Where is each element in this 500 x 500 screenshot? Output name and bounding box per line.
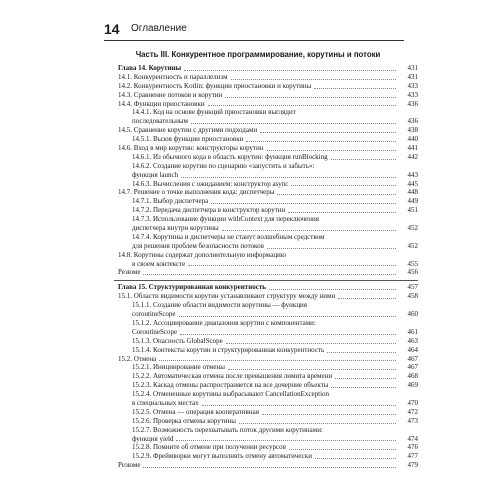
dot-leader (331, 387, 396, 388)
dot-leader (159, 360, 396, 361)
toc-chapter-entry[interactable] (118, 64, 418, 73)
toc-entry[interactable] (118, 260, 418, 269)
toc-entry[interactable] (118, 171, 418, 180)
dot-leader (180, 334, 396, 335)
toc-entry[interactable] (118, 144, 418, 153)
toc-entry-title: 14.7.1. Выбор диспетчера (132, 197, 209, 206)
toc-entry-title: 14.2. Конкурентность Kotlin: функции приостановки и корутины (118, 81, 312, 90)
dot-leader (331, 159, 396, 160)
toc-entry-title: 15.2.7. Возможность перехватывать поток другими корутинами: (132, 425, 323, 434)
toc-entry[interactable] (118, 417, 418, 426)
toc-page-number: 469 (398, 381, 418, 390)
toc-entry-title: 15.2.4. Отмененные корутины выбрасывают CancellationException (132, 390, 330, 399)
toc-page-number: 474 (398, 435, 418, 444)
toc-entry-title: 14.7. Решение о точке выполнения кода: диспетчеры (118, 188, 275, 197)
toc-entry-title: 15.2.3. Каскад отмены распространяется на все дочерние объекты (132, 381, 329, 390)
toc-page-number: 457 (398, 283, 418, 292)
toc-entry-title: 15.2.5. Отмена — операция кооперативная (132, 407, 259, 416)
toc-page-number: 438 (398, 126, 418, 135)
toc-entry[interactable] (118, 372, 418, 381)
toc-entry[interactable] (118, 381, 418, 390)
toc-page-number: 467 (398, 355, 418, 364)
toc-entry-title: 14.3. Сравнение потоков и корутин (118, 90, 223, 99)
dot-leader (222, 230, 396, 231)
toc-entry[interactable] (118, 206, 418, 215)
toc-entry[interactable] (118, 153, 418, 162)
toc-entry-title: 14.6.2. Создание корутин по сценарию «запустить и забыть»: (132, 161, 315, 170)
dot-leader (211, 203, 396, 204)
toc-entry-title: 14.4. Функции приостановки (118, 99, 205, 108)
toc-entry-title: 14.5. Сравнение корутин с другими подходами (118, 126, 258, 135)
toc-entry[interactable] (118, 224, 418, 233)
toc-page-number: 441 (398, 144, 418, 153)
toc-page-number: 442 (398, 153, 418, 162)
toc-entry-title: 14.4.1. Код на основе функций приостановки выглядит (132, 108, 296, 117)
toc-page-number: 456 (398, 268, 418, 277)
dot-leader (188, 265, 396, 266)
toc-page-number: 470 (398, 399, 418, 408)
toc-entry-title: 14.8. Корутины содержат дополнительную информацию (118, 250, 287, 259)
toc-entry[interactable] (118, 292, 418, 301)
dot-leader (327, 352, 396, 353)
toc-entry-title: 15.2.9. Фреймворки могут выполнять отмену автоматически (132, 452, 312, 461)
toc-entry[interactable] (118, 408, 418, 417)
toc-entry-title: 14.7.2. Передача диспетчера в конструктор корутин (132, 206, 286, 215)
toc-entry-title: 15.1.4. Контексты корутин и структурированная конкурентность (132, 345, 325, 354)
toc-page-number: 448 (398, 188, 418, 197)
dot-leader (143, 274, 396, 275)
page-number: 14 (104, 21, 120, 37)
dot-leader (289, 449, 396, 450)
dot-leader (226, 343, 396, 344)
toc-entry[interactable] (118, 346, 418, 355)
dot-leader (291, 185, 396, 186)
dot-leader (179, 316, 396, 317)
toc-entry-title: 14.1. Конкурентность и параллелизм (118, 72, 228, 81)
toc-entry[interactable] (118, 310, 418, 319)
toc-entry[interactable] (118, 197, 418, 206)
toc-entry-title: 14.6. Вход в мир корутин: конструкторы корутин (118, 144, 264, 153)
page-header (104, 21, 404, 37)
toc-entry-title: Глава 14. Корутины (118, 64, 182, 72)
toc-entry-title: в своем контексте (132, 259, 186, 268)
toc-entry[interactable] (118, 82, 418, 91)
toc-page-number: 445 (398, 180, 418, 189)
toc-list (118, 64, 418, 470)
toc-entry[interactable] (118, 435, 418, 444)
dot-leader (202, 405, 396, 406)
separator-line (114, 280, 418, 281)
toc-entry-title: функция launch (132, 170, 179, 179)
toc-page-number: 476 (398, 443, 418, 452)
toc-entry-title: 14.5.1. Вызов функции приостановки (132, 135, 244, 144)
dot-leader (314, 88, 396, 89)
toc-entry[interactable] (118, 268, 418, 277)
toc-page-number: 431 (398, 73, 418, 82)
toc-entry-title: 15.1.2. Ассоциирование диапазонов корутин с компонентами: (132, 318, 316, 327)
toc-entry-title: 15.2. Отмена (118, 354, 157, 363)
toc-page-number: 452 (398, 224, 418, 233)
toc-page-number: 436 (398, 100, 418, 109)
toc-entry-title: 15.2.1. Инициирование отмены (132, 363, 225, 372)
dot-leader (225, 97, 396, 98)
dot-leader (338, 298, 396, 299)
dot-leader (176, 440, 396, 441)
dot-leader (228, 369, 396, 370)
dot-leader (239, 423, 396, 424)
toc-entry[interactable] (118, 452, 418, 461)
toc-page-number: 455 (398, 260, 418, 269)
toc-entry[interactable] (118, 461, 418, 470)
toc-entry[interactable] (118, 215, 418, 224)
dot-leader (208, 105, 396, 106)
toc-page-number: 449 (398, 197, 418, 206)
toc-page-number: 460 (398, 310, 418, 319)
toc-entry[interactable] (118, 188, 418, 197)
toc-entry[interactable] (118, 100, 418, 109)
toc-page-number: 461 (398, 328, 418, 337)
toc-page-number: 463 (398, 337, 418, 346)
toc-entry-title: 15.2.2. Автоматическая отмена после превышения лимита времени (132, 372, 333, 381)
toc-entry-title: в специальных местах (132, 398, 199, 407)
toc-entry-title: Резюме (118, 268, 141, 277)
toc-entry[interactable] (118, 355, 418, 364)
toc-entry-title: последовательным (132, 117, 188, 126)
dot-leader (143, 467, 396, 468)
toc-page-number: 473 (398, 417, 418, 426)
dot-leader (267, 150, 396, 151)
toc-entry[interactable] (118, 399, 418, 408)
toc-page-number: 464 (398, 346, 418, 355)
toc-page-number: 458 (398, 292, 418, 301)
toc-page-number: 467 (398, 363, 418, 372)
toc-entry-title: 14.6.3. Вычисления с ожиданием: конструктор async (132, 179, 289, 188)
toc-page-number: 472 (398, 408, 418, 417)
toc-entry-title: функция yield (132, 434, 174, 443)
toc-entry[interactable] (118, 328, 418, 337)
dot-leader (191, 123, 396, 124)
toc-entry-title: для решения проблем безопасности потоков (132, 241, 264, 250)
dot-leader (315, 458, 396, 459)
section-title: Оглавление (131, 23, 187, 34)
header-rule (104, 40, 404, 41)
toc-page-number: 477 (398, 452, 418, 461)
dot-leader (335, 378, 396, 379)
dot-leader (269, 289, 396, 290)
toc-entry-title: 14.7.3. Использование функции withContext для переключения (132, 215, 319, 224)
toc-entry-title: CoroutineScope (132, 327, 178, 336)
dot-leader (260, 132, 396, 133)
toc-entry[interactable] (118, 73, 418, 82)
toc-entry[interactable] (118, 126, 418, 135)
part-title: Часть III. Конкурентное программирование, корутины и потоки (135, 50, 381, 59)
toc-entry[interactable] (118, 108, 418, 117)
toc-page-number: 433 (398, 91, 418, 100)
toc-entry[interactable] (118, 443, 418, 452)
dot-leader (267, 248, 396, 249)
dot-leader (262, 414, 396, 415)
toc-entry-title: диспетчера внутри корутины (132, 224, 219, 233)
dot-leader (288, 212, 396, 213)
toc-entry[interactable] (118, 301, 418, 310)
toc-entry-title: Резюме (118, 461, 141, 470)
toc-page-number: 479 (398, 461, 418, 470)
toc-entry-title: 14.6.1. Из обычного кода в область корутин: функция runBlocking (132, 152, 328, 161)
toc-page-number: 443 (398, 171, 418, 180)
toc-entry[interactable] (118, 390, 418, 399)
toc-entry-title: 14.7.4. Корутины и диспетчеры не станут волшебным средством (132, 232, 325, 241)
dot-leader (181, 177, 396, 178)
toc-page-number: 451 (398, 206, 418, 215)
toc-entry[interactable] (118, 91, 418, 100)
toc-entry[interactable] (118, 319, 418, 328)
toc-chapter-entry[interactable] (118, 283, 418, 292)
toc-entry-title: 15.2.6. Проверка отмены корутины (132, 416, 236, 425)
toc-entry-title: 15.1.1. Создание области видимости корутины — функция (132, 301, 308, 310)
toc-entry[interactable] (118, 337, 418, 346)
toc-entry[interactable] (118, 135, 418, 144)
toc-page-number: 468 (398, 372, 418, 381)
dot-leader (277, 194, 396, 195)
toc-page-number: 433 (398, 82, 418, 91)
toc-entry[interactable] (118, 251, 418, 260)
toc-entry[interactable] (118, 162, 418, 171)
dot-leader (184, 70, 396, 71)
toc-entry-title: coroutineScope (132, 310, 176, 319)
toc-entry-title: 15.2.8. Помните об отмене при получении ресурсов (132, 443, 286, 452)
toc-page-number: 440 (398, 135, 418, 144)
toc-entry[interactable] (118, 242, 418, 251)
toc-entry-title: 15.1. Области видимости корутин устанавливают структуру между ними (118, 292, 336, 301)
toc-entry[interactable] (118, 233, 418, 242)
toc-entry[interactable] (118, 426, 418, 435)
toc-page-number: 431 (398, 64, 418, 73)
toc-entry[interactable] (118, 117, 418, 126)
toc-page-number: 436 (398, 117, 418, 126)
toc-entry-title: 15.1.3. Опасность GlobalScope (132, 336, 223, 345)
toc-entry[interactable] (118, 180, 418, 189)
dot-leader (231, 79, 396, 80)
toc-entry-title: Глава 15. Структурированная конкурентность (118, 283, 266, 292)
dot-leader (246, 141, 396, 142)
toc-page-number: 452 (398, 242, 418, 251)
toc-entry[interactable] (118, 363, 418, 372)
